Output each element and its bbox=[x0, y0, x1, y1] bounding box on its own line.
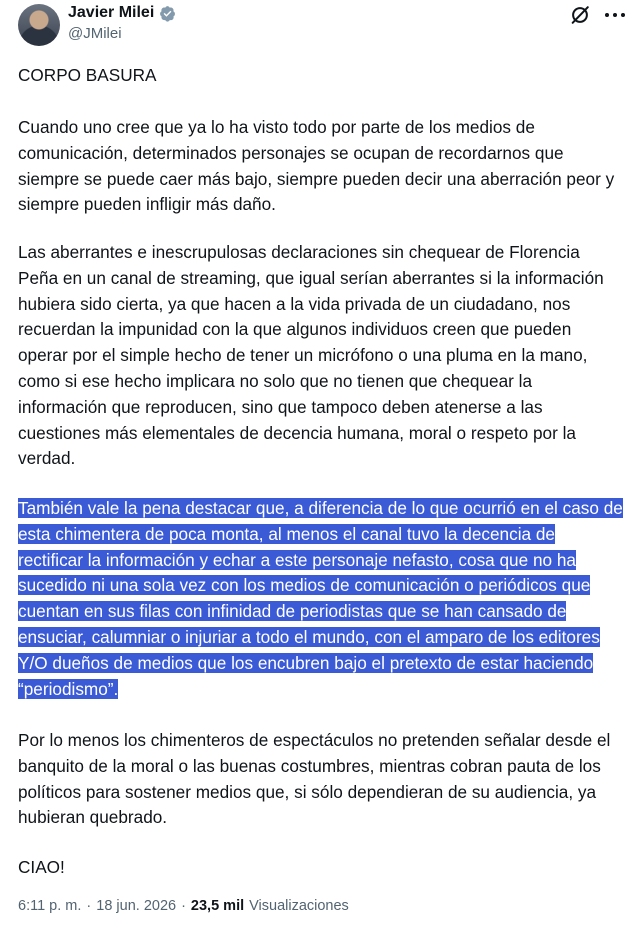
meta-separator-2: · bbox=[181, 898, 186, 914]
post-header bbox=[0, 0, 640, 60]
more-options-icon[interactable] bbox=[605, 13, 625, 18]
post-paragraph-4: Por lo menos los chimenteros de espectáculos no pretenden señalar desde el banquito de la moral o las buenas costumbres, mientras cobran pauta de los políticos para sostener medios que, si sólo dependieran de su audiencia, ya hubieran quebrado. bbox=[18, 730, 611, 828]
avatar[interactable] bbox=[18, 4, 60, 46]
views-count: 23,5 mil bbox=[190, 898, 245, 914]
views-label: Visualizaciones bbox=[249, 898, 349, 914]
meta-separator: · bbox=[86, 898, 92, 914]
verified-badge-icon bbox=[159, 5, 176, 22]
author-name-row bbox=[68, 4, 176, 22]
post-paragraph-1: Cuando uno cree que ya lo ha visto todo por parte de los medios de comunicación, determinados personajes se ocupan de recordarnos que siempre se puede caer más bajo, siempre pueden decir una aberración peor y siempre pueden infligir más daño. bbox=[18, 117, 615, 215]
post-date[interactable]: 18 jun. 2026 bbox=[96, 898, 177, 914]
post-paragraph-2: Las aberrantes e inescrupulosas declaraciones sin chequear de Florencia Peña en un canal de streaming, que igual serían aberrantes si la información hubiera sido cierta, ya que hacen a la vida privada de un ciudadano, nos recuerdan la impunidad con la que algunos individuos creen que pueden operar por el simple hecho de tener un micrófono o una pluma en la mano, como si ese hecho implicara no solo que no tienen que chequear la información que reproducen, sino que tampoco deben atenerse a las cuestiones más elementales de decencia humana, moral o respeto por la verdad. bbox=[18, 242, 604, 469]
post-time[interactable]: 6:11 p. m. bbox=[18, 898, 82, 914]
author-name[interactable]: Javier Milei bbox=[68, 4, 155, 21]
grok-icon[interactable] bbox=[569, 4, 591, 26]
post-paragraph-3-selected bbox=[18, 496, 624, 702]
post-title: CORPO BASURA bbox=[18, 65, 157, 85]
post-closing: CIAO! bbox=[18, 857, 65, 877]
author-handle[interactable]: @JMilei bbox=[68, 25, 122, 42]
selected-text: También vale la pena destacar que, a diferencia de lo que ocurrió en el caso de esta chimentera de poca monta, al menos el canal tuvo la decencia de rectificar la información y echar a este personaje nefasto, cosa que no ha sucedido ni una sola vez con los medios de comunicación o periódicos que cuentan en sus filas con infinidad de periodistas que se han cansado de ensuciar, calumniar o injuriar a todo el mundo, con el amparo de los editores Y/O dueños de medios que los encubren bajo el pretexto de estar haciendo “periodismo”. bbox=[18, 498, 623, 699]
post-meta bbox=[18, 898, 349, 914]
